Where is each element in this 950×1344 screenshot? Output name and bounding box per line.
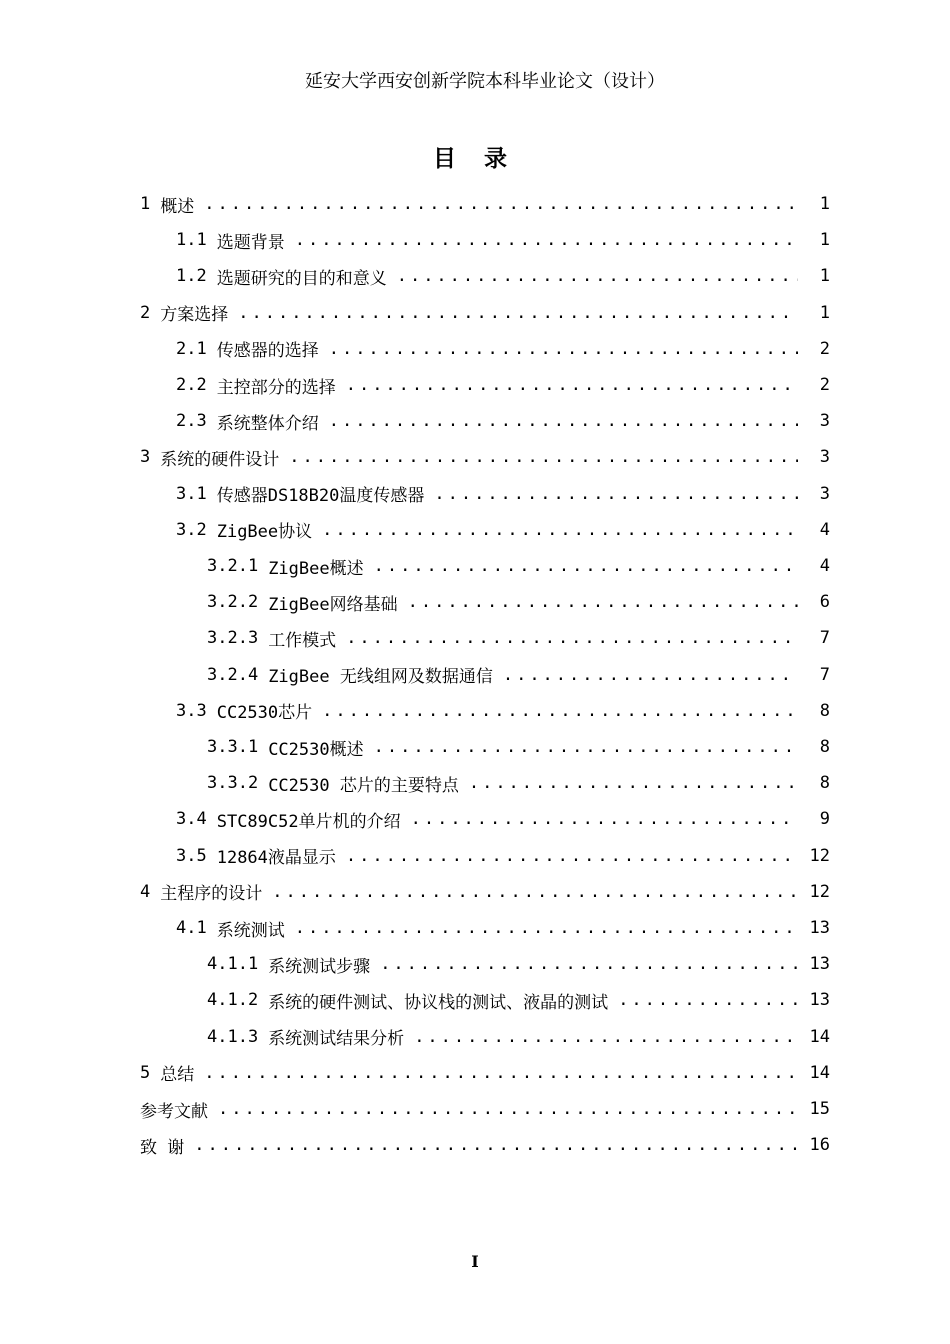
toc-entry-page: 8 [819, 700, 830, 721]
toc-entry-number: 3.4 [176, 809, 207, 830]
toc-entry-number: 1.2 [176, 266, 207, 287]
toc-entry-label: 工作模式 [268, 630, 337, 651]
toc-entry-number: 3.2 [176, 519, 207, 540]
toc-entry[interactable] [176, 367, 830, 403]
toc-leader [346, 628, 798, 648]
toc-entry-page: 8 [819, 773, 830, 794]
toc-entry-label: STC89C52单片机的介绍 [216, 811, 401, 832]
toc-entry-page: 4 [819, 556, 830, 576]
toc-entry-number: 4.1.3 [207, 1026, 259, 1047]
toc-entry[interactable] [207, 548, 830, 584]
toc-entry-label: 系统测试结果分析 [268, 1029, 405, 1050]
toc-entry[interactable] [140, 874, 830, 910]
toc-leader [414, 1027, 798, 1047]
toc-entry-number: 3.3.2 [207, 773, 259, 794]
toc-entry[interactable] [140, 1091, 830, 1127]
toc-entry-number: 2.3 [176, 411, 207, 432]
toc-entry-page: 2 [819, 338, 830, 359]
toc-entry[interactable] [207, 657, 830, 693]
toc-entry-label: 系统测试步骤 [268, 956, 371, 977]
toc-entry-label: ZigBee协议 [216, 522, 313, 543]
toc-entry[interactable] [176, 403, 830, 439]
toc-entry-label: 选题研究的目的和意义 [216, 268, 387, 289]
toc-entry-number: 3.3 [176, 700, 207, 721]
toc-entry-label: 致 谢 [140, 1137, 185, 1158]
toc-entry[interactable] [207, 729, 830, 765]
toc-leader [204, 194, 798, 214]
toc-entry-label: CC2530 芯片的主要特点 [268, 775, 459, 796]
toc-entry-number: 4 [140, 881, 151, 902]
toc-entry[interactable] [176, 258, 830, 294]
toc-leader [503, 665, 798, 685]
toc-leader [397, 266, 798, 286]
toc-entry-page: 2 [819, 375, 830, 395]
toc-entry-label: 12864液晶显示 [216, 848, 336, 869]
toc-entry[interactable] [207, 982, 830, 1018]
toc-entry[interactable] [176, 838, 830, 874]
toc-entry-label: 参考文献 [140, 1101, 208, 1122]
toc-entry-number: 3.3.1 [207, 737, 259, 757]
toc-entry-label: 传感器DS18B20温度传感器 [216, 486, 425, 507]
toc-entry-number: 3.2.3 [207, 628, 259, 649]
toc-entry-page: 6 [819, 592, 830, 613]
toc-entry-number: 3.2.4 [207, 664, 259, 685]
toc-entry-number: 1 [140, 194, 151, 214]
toc-entry[interactable] [140, 295, 830, 331]
toc-entry[interactable] [140, 439, 830, 475]
toc-entry[interactable] [176, 222, 830, 258]
toc-entry-page: 1 [819, 194, 830, 214]
toc-entry-number: 1.1 [176, 230, 207, 251]
toc-entry[interactable] [207, 765, 830, 801]
toc-entry-page: 16 [809, 1135, 830, 1156]
toc-entry-page: 7 [819, 628, 830, 649]
toc-entry-page: 8 [819, 737, 830, 757]
toc-leader [329, 339, 798, 359]
toc-leader [238, 303, 798, 323]
toc-entry-page: 12 [809, 845, 830, 866]
toc-entry-label: 主程序的设计 [160, 884, 263, 905]
toc-entry-number: 3.2.1 [207, 556, 259, 576]
toc-entry-number: 3.5 [176, 845, 207, 866]
toc-entry[interactable] [176, 910, 830, 946]
toc-entry-label: ZigBee网络基础 [268, 594, 398, 615]
toc-leader [218, 1099, 798, 1119]
toc-entry[interactable] [176, 476, 830, 512]
toc-entry[interactable] [207, 946, 830, 982]
toc-entry[interactable] [207, 620, 830, 656]
toc-leader [272, 882, 798, 902]
toc-entry[interactable] [207, 584, 830, 620]
toc-entry-label: 选题背景 [216, 232, 285, 253]
toc-entry-page: 14 [809, 1062, 830, 1083]
toc-leader [374, 737, 798, 757]
toc-leader [469, 773, 798, 793]
toc-leader [295, 918, 798, 938]
toc-leader [194, 1135, 798, 1155]
toc-entry-number: 3 [140, 447, 151, 468]
toc-entry-page: 13 [809, 918, 830, 938]
toc-entry-label: 概述 [160, 196, 195, 217]
toc-entry-label: 系统测试 [216, 920, 285, 941]
document-header: 延安大学西安创新学院本科毕业论文（设计） [305, 71, 665, 92]
toc-leader [380, 954, 798, 974]
toc-entry-page: 3 [819, 411, 830, 432]
toc-leader [329, 411, 798, 431]
toc-entry-label: CC2530概述 [268, 739, 364, 760]
toc-entry-page: 3 [819, 483, 830, 504]
toc-entry-page: 13 [809, 954, 830, 975]
toc-entry[interactable] [176, 331, 830, 367]
toc-entry-number: 2.2 [176, 375, 207, 395]
toc-entry-number: 3.2.2 [207, 592, 259, 613]
toc-entry-number: 2.1 [176, 338, 207, 359]
toc-leader [346, 846, 798, 866]
toc-entry-label: ZigBee 无线组网及数据通信 [268, 667, 493, 688]
toc-entry-label: 方案选择 [160, 305, 229, 326]
toc-entry[interactable] [176, 693, 830, 729]
toc-entry-page: 1 [819, 302, 830, 323]
toc-leader [374, 556, 798, 576]
toc-entry-label: ZigBee概述 [268, 558, 364, 579]
toc-entry-page: 14 [809, 1026, 830, 1047]
toc-leader [408, 592, 798, 612]
toc-leader [434, 484, 798, 504]
toc-entry-label: 系统的硬件设计 [160, 449, 280, 470]
toc-entry-number: 2 [140, 302, 151, 323]
toc-leader [204, 1063, 798, 1083]
toc-entry-number: 5 [140, 1062, 151, 1083]
toc-leader [411, 809, 798, 829]
toc-entry[interactable] [176, 512, 830, 548]
toc-entry[interactable] [176, 801, 830, 837]
toc-entry-number: 4.1 [176, 918, 207, 938]
toc-leader [322, 701, 798, 721]
toc-title: 目 录 [432, 146, 517, 172]
toc-entry-page: 13 [809, 990, 830, 1011]
toc-leader [618, 990, 798, 1010]
toc-entry[interactable] [140, 1127, 830, 1163]
toc-entry-number: 4.1.2 [207, 990, 259, 1011]
toc-entry-page: 7 [819, 664, 830, 685]
toc-entry[interactable] [207, 1019, 830, 1055]
toc-entry-label: 系统整体介绍 [216, 413, 319, 434]
page-number: I [471, 1252, 479, 1271]
toc-entry-page: 15 [809, 1099, 830, 1119]
toc-entry[interactable] [140, 1055, 830, 1091]
toc-entry-page: 4 [819, 519, 830, 540]
toc-entry[interactable] [140, 186, 830, 222]
toc-entry-page: 9 [819, 809, 830, 830]
toc-entry-label: 系统的硬件测试、协议栈的测试、液晶的测试 [268, 992, 609, 1013]
toc-leader [295, 230, 798, 250]
toc-entry-page: 12 [809, 881, 830, 902]
toc-entry-label: 传感器的选择 [216, 341, 319, 362]
toc-entry-page: 3 [819, 447, 830, 468]
toc-entry-number: 4.1.1 [207, 954, 259, 975]
toc-entry-label: CC2530芯片 [216, 703, 313, 724]
toc-entry-page: 1 [819, 230, 830, 251]
toc-leader [346, 375, 798, 395]
toc-entry-page: 1 [819, 266, 830, 287]
toc-entry-number: 3.1 [176, 483, 207, 504]
toc-entry-label: 主控部分的选择 [216, 377, 336, 398]
toc-entry-label: 总结 [160, 1065, 195, 1086]
toc-leader [289, 447, 798, 467]
toc-leader [322, 520, 798, 540]
